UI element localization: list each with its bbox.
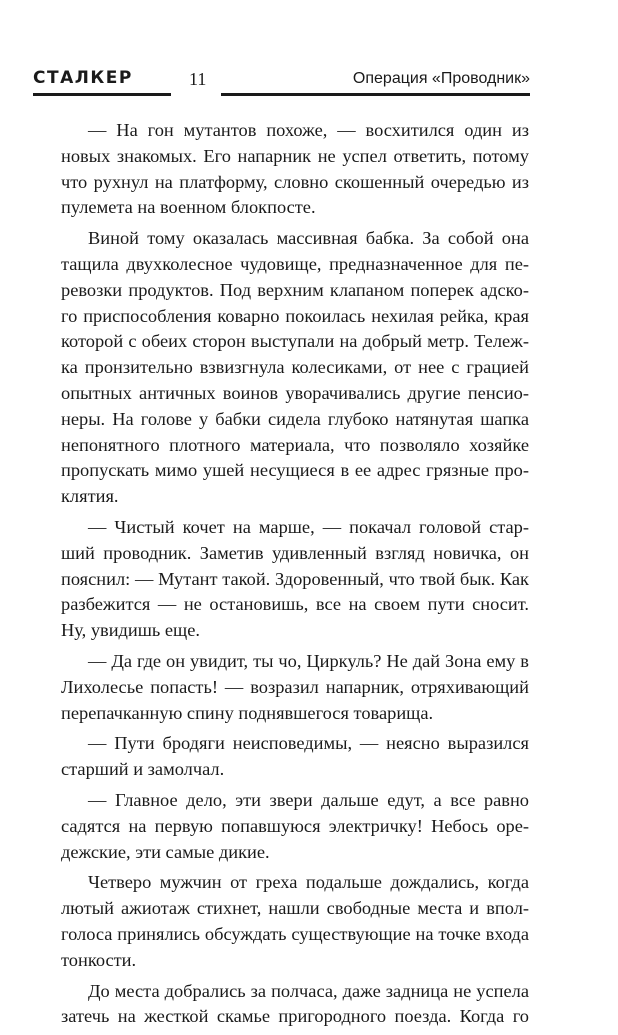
paragraph: — На гон мутантов похоже, — восхитился один из новых знакомых. Его напарник не успел ответить, потому что рухнул на платформу, словно скошенный очередью из пулемета на военном блокпосте.: [61, 120, 529, 218]
paragraph: — Чистый кочет на марше, — покачал головой старший проводник. Заметив удивленный взгляд новичка, он пояснил: — Мутант такой. Здоровенный, что твой бык. Как разбежится — не остановишь, все на своем пути сносит. Ну, увидишь еще.: [61, 516, 529, 641]
paragraph: — Пути бродяги неисповедимы, — неясно выразился старший и замолчал.: [61, 733, 529, 780]
paragraph: — Да где он увидит, ты чо, Циркуль? Не дай Зона ему в Лихолесье попасть! — возразил напарник, отряхивающий перепачканную спину поднявшегося товарища.: [61, 650, 529, 723]
paragraph: Виной тому оказалась массивная бабка. За собой она тащила двухколесное чудовище, предназначенное для перевозки продуктов. Под верхним клапаном поперек адского приспособления коварно покоилась нехилая рейка, края которой с обеих сторон выступали на добрый метр. Тележка пронзительно взвизгнула колесиками, от нее с грацией опытных античных воинов уворачивались другие пенсионеры. На голове у бабки сидела глубоко натянутая шапка непонятного плотного материала, что позволяло хозяйке пропускать мимо ушей несущиеся в ее адрес грязные проклятия.: [61, 228, 529, 507]
paragraph: Четверо мужчин от греха подальше дождались, когда лютый ажиотаж стихнет, нашли свободные места и вполголоса принялись обсуждать существующие на точке входа тонкости.: [61, 872, 529, 970]
page-header: [33, 68, 530, 98]
paragraph: До места добрались за полчаса, даже задница не успела затечь на жесткой скамье пригородного поезда. Когда го: [61, 980, 529, 1027]
body-text: [61, 118, 529, 1035]
series-title: СТАЛКЕР: [33, 68, 133, 88]
header-rule-left: [33, 93, 171, 96]
running-title: Операция «Проводник»: [352, 70, 530, 87]
paragraph: — Главное дело, эти звери дальше едут, а все равно садятся на первую попавшуюся электричку! Небось оредежские, эти самые дикие.: [61, 789, 529, 862]
page-number: 11: [189, 69, 207, 89]
header-rule-right: [221, 93, 530, 96]
